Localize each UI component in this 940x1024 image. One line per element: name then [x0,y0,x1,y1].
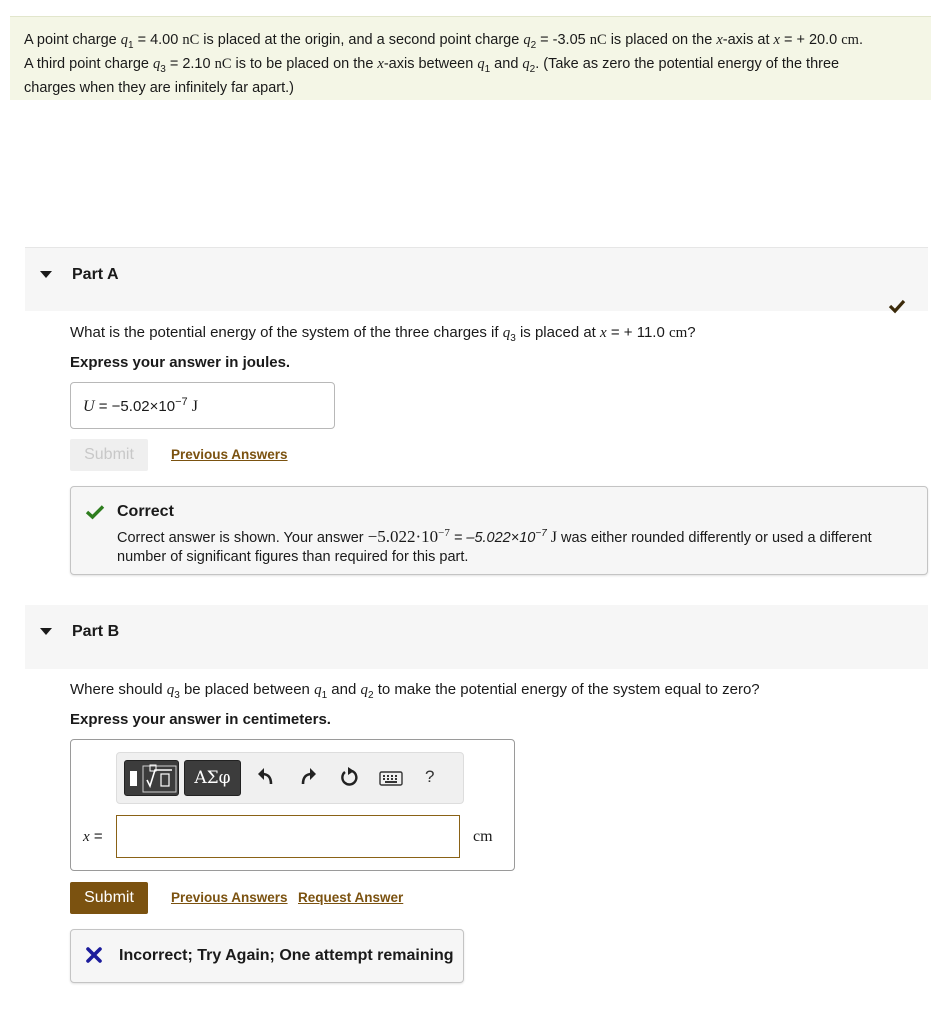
templates-button[interactable] [124,760,179,796]
problem-line-2: A third point charge $q_3 = 2.10$ nC is to be placed on the x-axis between $q_1$ and $q_2$. (Take as zero the potential energy of the three [24,55,840,75]
correct-check-icon [85,504,105,520]
templates-icon [125,761,180,797]
feedback-title: Incorrect; Try Again; One attempt remaining [119,947,454,964]
help-button[interactable]: ? [425,767,435,786]
redo-icon[interactable] [299,766,317,788]
part-b-submit-button[interactable]: Submit [70,882,148,914]
undo-icon[interactable] [257,766,275,788]
part-a-previous-answers-link[interactable]: Previous Answers [171,447,288,462]
problem-statement [10,16,931,100]
answer-input[interactable] [116,815,460,858]
collapse-caret-icon[interactable] [40,271,52,278]
part-b-header[interactable] [25,605,928,669]
part-a-question: What is the potential energy of the system of the three charges if $q_3$ is placed at x = + 11.0 cm? [70,324,696,344]
part-a-instruction: Express your answer in joules. [70,354,291,371]
part-a-answer-display: $U = -5.02\times 10^{-7}$ J [70,382,335,429]
problem-line-3: charges when they are infinitely far apart.) [24,79,294,96]
part-b-feedback [70,929,464,983]
part-a-header[interactable] [25,247,928,311]
part-b-instruction: Express your answer in centimeters. [70,711,331,728]
part-b-title: Part B [72,623,120,640]
part-b-answer-editor [70,739,515,871]
part-b-previous-answers-link[interactable]: Previous Answers [171,890,288,905]
keyboard-icon[interactable] [379,771,403,787]
part-a-feedback [70,486,928,575]
incorrect-x-icon [85,946,103,964]
feedback-text: Correct answer is shown. Your answer $-5.022\cdot 10^{-7} = -5.022\times 10^{-7}$ J was either rounded differently or used a different number of significant figures than required for this part. [117,526,872,565]
part-b-question: Where should $q_3$ be placed between $q_1$ and $q_2$ to make the potential energy of the system equal to zero? [70,681,760,701]
math-toolbar [116,752,464,804]
reset-icon[interactable] [339,766,359,788]
answer-value: −5.02×10 [111,398,176,415]
request-answer-link[interactable]: Request Answer [298,890,404,905]
feedback-title: Correct [117,503,174,520]
part-a-title: Part A [72,266,119,283]
part-a-submit-button[interactable]: Submit [70,439,148,471]
answer-variable: U [83,398,95,415]
answer-unit: J [191,398,199,415]
greek-symbols-button[interactable]: ΑΣφ [184,760,241,796]
answer-unit: cm [473,828,493,845]
part-a-complete-check-icon [888,298,906,314]
answer-variable-label: x = [83,828,103,845]
collapse-caret-icon[interactable] [40,628,52,635]
problem-line-1: A point charge $q_1 = 4.00$ nC is placed at the origin, and a second point charge $q_2 = -3.05$ nC is placed on the x-axis at x = + 20.0 cm. [24,32,863,51]
